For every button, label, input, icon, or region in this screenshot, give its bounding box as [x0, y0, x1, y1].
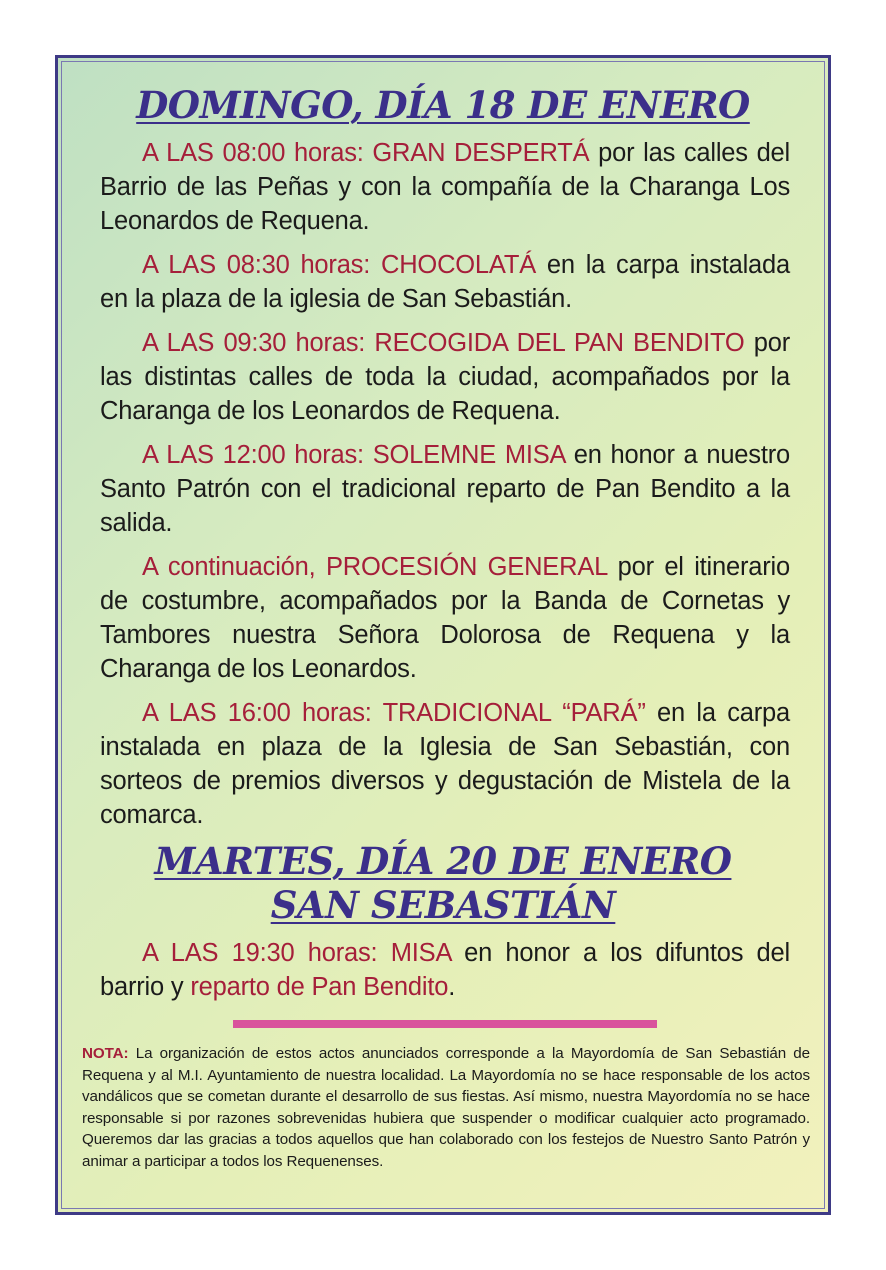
note-label: NOTA:: [82, 1045, 129, 1062]
event-highlight: A LAS 19:30 horas: MISA: [142, 939, 451, 967]
event-paragraph: [100, 248, 790, 316]
event-text: por las calles del Barrio de las Peñas y con la compañía de la Charanga Los Leonardos de Requena.: [100, 139, 791, 235]
event-text-end: .: [448, 973, 456, 1001]
heading-san-sebastian: SAN SEBASTIÁN: [270, 883, 616, 927]
event-highlight: A LAS 09:30 horas: RECOGIDA DEL PAN BENDITO: [142, 329, 745, 357]
poster-frame: [55, 55, 831, 1215]
event-highlight: A LAS 08:00 horas: GRAN DESPERTÁ: [142, 139, 590, 167]
divider-bar: [233, 1020, 657, 1028]
event-paragraph: [100, 438, 790, 540]
event-highlight: A LAS 12:00 horas: SOLEMNE MISA: [142, 441, 565, 469]
event-paragraph: [100, 136, 790, 238]
note-paragraph: [82, 1043, 810, 1172]
event-text: en honor a los difuntos del barrio y: [100, 939, 790, 1001]
heading-tuesday: MARTES, DÍA 20 DE ENERO: [154, 839, 732, 883]
heading-sunday: DOMINGO, DÍA 18 DE ENERO: [136, 83, 750, 127]
event-highlight-2: reparto de Pan Bendito: [190, 973, 449, 1001]
event-highlight: A LAS 16:00 horas: TRADICIONAL “PARÁ”: [142, 699, 646, 727]
event-paragraph: [100, 326, 790, 428]
event-text: en la carpa instalada en plaza de la Iglesia de San Sebastián, con sorteos de premios diversos y degustación de Mistela de la comarca.: [100, 699, 791, 829]
event-paragraph: [100, 936, 790, 1004]
event-highlight: A LAS 08:30 horas: CHOCOLATÁ: [142, 251, 536, 279]
event-text: en honor a nuestro Santo Patrón con el tradicional reparto de Pan Bendito a la salida.: [100, 441, 790, 537]
event-paragraph: [100, 696, 790, 832]
note-text: La organización de estos actos anunciados corresponde a la Mayordomía de San Sebastián de Requena y al M.I. Ayuntamiento de nuestra localidad. La Mayordomía no se hace responsable de los actos vandálicos que se cometan durante el desarrollo de sus fiestas. Así mismo, nuestra Mayordomía no se hace responsable si por razones sobrevenidas hubiera que suspender o modificar cualquier acto programado. Queremos dar las gracias a todos aquellos que han colaborado con los festejos de Nuestro Santo Patrón y animar a participar a todos los Requenenses.: [82, 1045, 810, 1170]
event-highlight: A continuación, PROCESIÓN GENERAL: [142, 553, 608, 581]
event-text: por las distintas calles de toda la ciudad, acompañados por la Charanga de los Leonardos de Requena.: [100, 329, 791, 425]
event-paragraph: [100, 550, 790, 686]
event-text: por el itinerario de costumbre, acompañados por la Banda de Cornetas y Tambores nuestra Señora Dolorosa de Requena y la Charanga de los Leonardos.: [100, 553, 790, 683]
event-text: en la carpa instalada en la plaza de la iglesia de San Sebastián.: [100, 251, 790, 313]
